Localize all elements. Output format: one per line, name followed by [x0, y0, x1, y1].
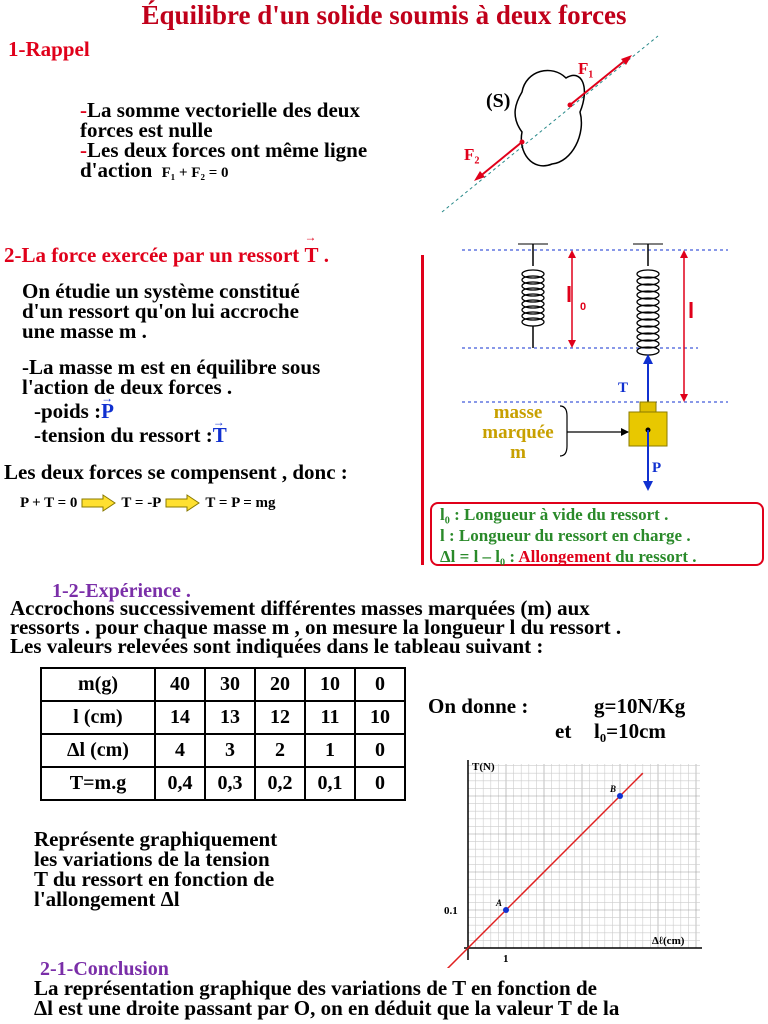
- conclusion-text: La représentation graphique des variations de T en fonction de Δl est une droite passant par O, on en déduit que la valeur T de la: [34, 976, 620, 1020]
- table-cell: 1: [305, 734, 355, 767]
- rappel-text: -La somme vectorielle des deux forces est nulle -Les deux forces ont même ligne d'action F₁ + F₂ = 0: [80, 100, 440, 183]
- section-heading-conclusion: 2-1-Conclusion: [40, 958, 169, 980]
- two-forces-figure: [430, 30, 660, 220]
- rappel-equation: F₁ + F₂ = 0: [161, 165, 229, 181]
- spring-free: [522, 270, 544, 326]
- table-row-label: l (cm): [41, 701, 155, 734]
- definitions-box: l₀ : Longueur à vide du ressort . l : Longueur du ressort en charge . Δl = l – l₀ : Allongement du ressort .: [430, 502, 764, 566]
- spring-figure: [430, 240, 765, 502]
- solid-label: (S): [486, 90, 511, 112]
- table-cell: 0: [355, 668, 405, 701]
- table-cell: 40: [155, 668, 205, 701]
- section-heading-ressort: 2-La force exercée par un ressort → T .: [4, 243, 329, 268]
- table-cell: 0,4: [155, 767, 205, 800]
- y-tick-label: 0.1: [444, 905, 458, 917]
- experience-text: Accrochons successivement différentes masses marquées (m) aux ressorts . pour chaque masse m , on mesure la longueur l du ressort . Les valeurs relevées sont indiquées dans le tableau suivant :: [10, 596, 622, 658]
- f1-label: F₁: [578, 59, 594, 78]
- table-cell: 4: [155, 734, 205, 767]
- table-row: [41, 734, 405, 767]
- l-label: l: [688, 298, 695, 323]
- table-row: [41, 668, 405, 701]
- table-cell: 0: [355, 734, 405, 767]
- implies-arrow-icon: [165, 494, 201, 512]
- table-cell: 3: [205, 734, 255, 767]
- rappel-line: d'action: [80, 158, 153, 182]
- table-cell: 20: [255, 668, 305, 701]
- table-row-label: T=m.g: [41, 767, 155, 800]
- rappel-line: forces est nulle: [80, 118, 213, 142]
- given-et: et: [555, 719, 572, 743]
- table-cell: 0,1: [305, 767, 355, 800]
- implies-arrow-icon: [81, 494, 117, 512]
- x-tick-label: 1: [503, 953, 509, 965]
- data-point: [617, 793, 623, 799]
- spring-loaded: [637, 270, 659, 355]
- given-label: On donne :: [428, 694, 529, 718]
- weight-label: P: [652, 460, 662, 476]
- table-cell: 0: [355, 767, 405, 800]
- section-heading-rappel: 1-Rappel: [8, 37, 90, 61]
- data-point-label: A: [496, 898, 503, 908]
- table-row: [41, 701, 405, 734]
- table-cell: 11: [305, 701, 355, 734]
- y-axis-label: T(N): [472, 761, 495, 773]
- mass-label: marquée: [482, 422, 554, 443]
- measurements-table: [40, 667, 406, 801]
- tension-vs-elongation-chart: [440, 758, 704, 968]
- table-row-label: Δl (cm): [41, 734, 155, 767]
- table-row: [41, 767, 405, 800]
- table-cell: 10: [355, 701, 405, 734]
- l0-label: l: [566, 282, 573, 307]
- table-row-label: m(g): [41, 668, 155, 701]
- ressort-intro: On étudie un système constitué d'un ressort qu'on lui accroche une masse m .: [22, 279, 300, 343]
- data-point: [503, 907, 509, 913]
- compensation-equation: P + T = 0 T = -P T = P = mg: [20, 494, 276, 511]
- chart-grid: [468, 764, 700, 948]
- force-f2-arrow: [478, 142, 522, 178]
- given-l0: l₀=10cm: [594, 719, 666, 743]
- ressort-equilibre: -La masse m est en équilibre sous l'action de deux forces . -poids :→ P -tension du ressort :→ T: [22, 357, 422, 445]
- rappel-line: Les deux forces ont même ligne: [87, 138, 368, 162]
- table-cell: 2: [255, 734, 305, 767]
- table-cell: 14: [155, 701, 205, 734]
- table-cell: 0,3: [205, 767, 255, 800]
- given-g: g=10N/Kg: [594, 694, 686, 718]
- f2-label: F₂: [464, 145, 480, 164]
- page-title: Équilibre d'un solide soumis à deux forces: [141, 0, 627, 30]
- data-point-label: B: [610, 784, 617, 794]
- mass-label: m: [510, 442, 526, 463]
- table-cell: 12: [255, 701, 305, 734]
- l0-subscript: 0: [580, 301, 587, 313]
- section-heading-experience: 1-2-Expérience .: [52, 580, 191, 602]
- rappel-line: La somme vectorielle des deux: [87, 98, 360, 122]
- solid-outline: [515, 70, 584, 165]
- tension-label: T: [618, 380, 629, 396]
- table-cell: 0,2: [255, 767, 305, 800]
- graph-instruction: Représente graphiquement les variations de la tension T du ressort en fonction de l'allongement Δl: [34, 827, 278, 911]
- x-axis-label: Δℓ(cm): [652, 935, 685, 947]
- compensent-text: Les deux forces se compensent , donc :: [4, 460, 348, 484]
- mass-label: masse: [493, 402, 543, 423]
- table-cell: 13: [205, 701, 255, 734]
- table-cell: 10: [305, 668, 355, 701]
- table-cell: 30: [205, 668, 255, 701]
